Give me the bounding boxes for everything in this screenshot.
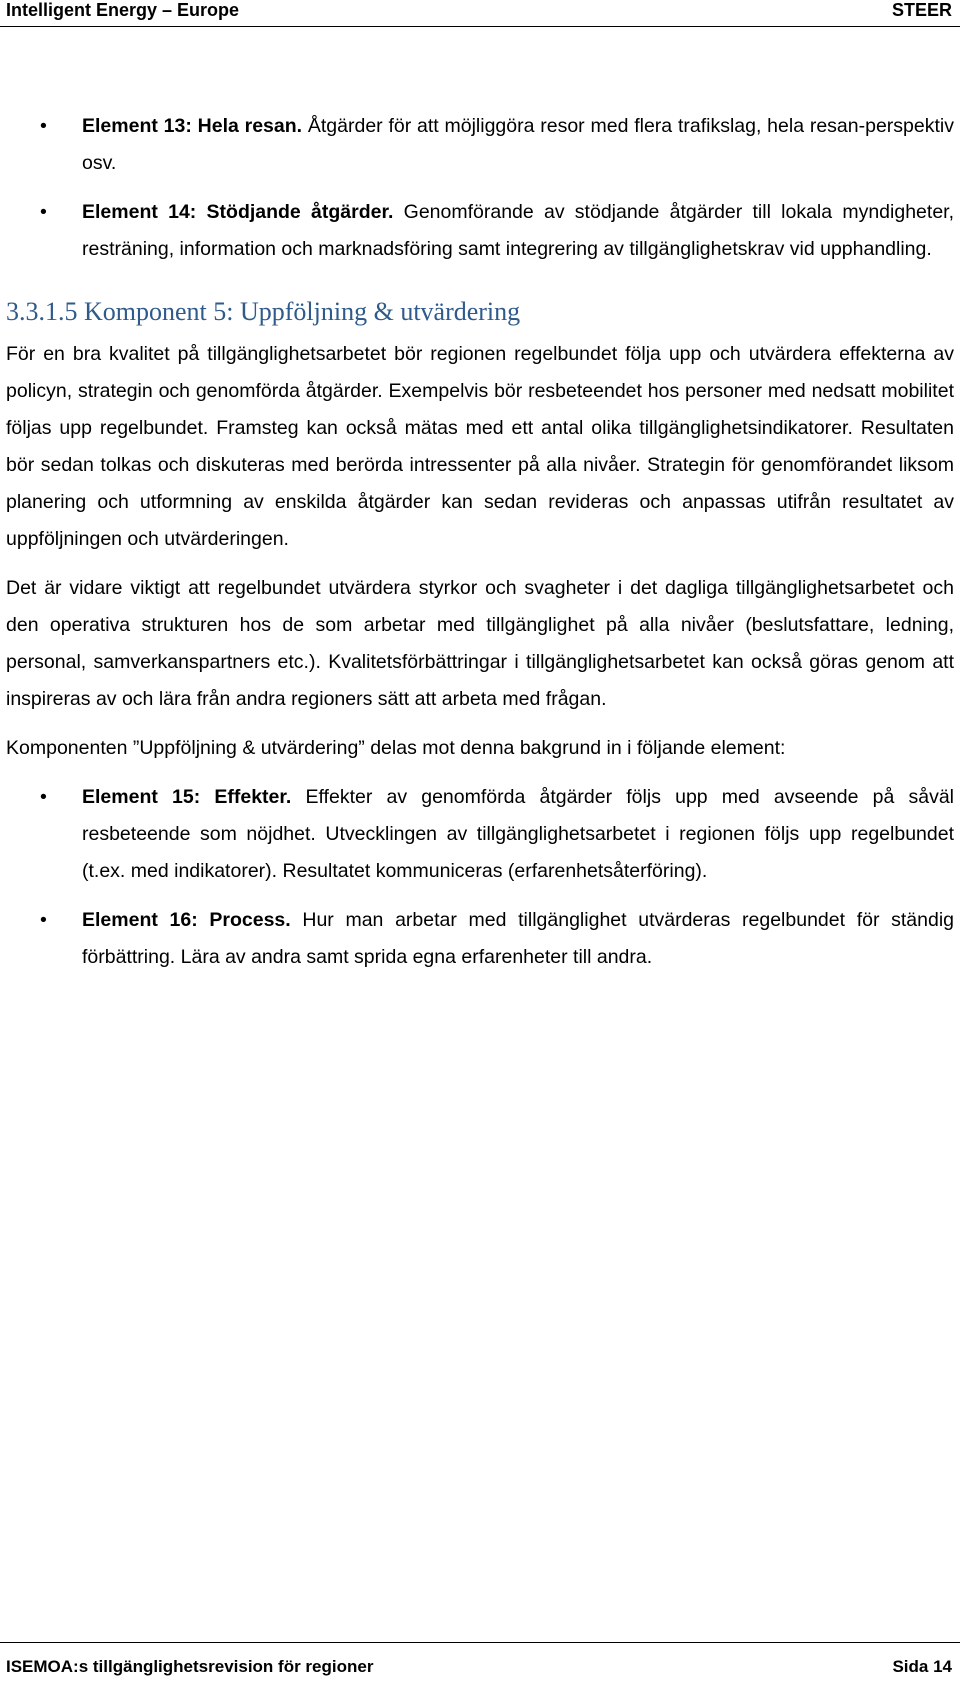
- header-project-name: Intelligent Energy – Europe: [6, 0, 240, 20]
- list-item-text: Åtgärder för att möjliggöra resor med flera trafikslag, hela resan-perspektiv osv.: [82, 115, 954, 174]
- list-item-title: Element 16: Process.: [82, 909, 291, 931]
- header-organization: STEER: [891, 0, 952, 20]
- bullet-icon: •: [40, 115, 47, 137]
- list-item-text: Effekter av genomförda åtgärder följs upp med avseende på såväl resbeteende som nöjdhet. Utvecklingen av tillgänglighetsarbetet i regionen följs upp regelbundet (t.ex. med indikatorer). Resultatet kommuniceras (erfarenhetsåterföring).: [82, 786, 954, 882]
- list-item-text: Hur man arbetar med tillgänglighet utvärderas regelbundet för ständig förbättring. Lära av andra samt sprida egna erfarenheter till andra.: [82, 909, 955, 968]
- list-item-title: Element 15: Effekter.: [82, 786, 292, 808]
- bullet-icon: •: [40, 201, 47, 223]
- paragraph: För en bra kvalitet på tillgänglighetsarbetet bör regionen regelbundet följa upp och utvärdera effekterna av policyn, strategin och genomförda åtgärder. Exempelvis bör resbeteendet hos personer med nedsatt mobilitet följas upp regelbundet. Framsteg kan också mätas med ett antal olika tillgänglighetsindikatorer. Resultaten bör sedan tolkas och diskuteras med berörda intressenter på alla nivåer. Strategin för genomförandet liksom planering och utformning av enskilda åtgärder kan sedan revideras och anpassas utifrån resultatet av uppföljningen och utvärderingen.: [6, 343, 954, 550]
- page-number: Sida 14: [892, 1657, 952, 1676]
- list-item: [6, 779, 954, 890]
- page-header: [0, 0, 960, 27]
- element-list-bottom: [6, 779, 954, 976]
- list-item-text: Genomförande av stödjande åtgärder till lokala myndigheter, resträning, information och marknadsföring samt integrering av tillgänglighetskrav vid upphandling.: [82, 201, 954, 260]
- list-item: [6, 194, 954, 268]
- page-footer: [0, 1642, 960, 1676]
- bullet-icon: •: [40, 909, 47, 931]
- list-item: [6, 108, 954, 182]
- page-content: [6, 108, 954, 976]
- paragraph: Det är vidare viktigt att regelbundet utvärdera styrkor och svagheter i det dagliga tillgänglighetsarbetet och den operativa strukturen hos de som arbetar med tillgänglighet på alla nivåer (beslutsfattare, ledning, personal, samverkanspartners etc.). Kvalitetsförbättringar i tillgänglighetsarbetet kan också göras genom att inspireras av och lära från andra regioners sätt att arbeta med frågan.: [6, 577, 954, 710]
- paragraph: Komponenten ”Uppföljning & utvärdering” delas mot denna bakgrund in i följande element:: [6, 737, 786, 759]
- list-item: [6, 902, 954, 976]
- section-heading: 3.3.1.5 Komponent 5: Uppföljning & utvärdering: [6, 297, 521, 326]
- footer-document-title: ISEMOA:s tillgänglighetsrevision för regioner: [6, 1657, 374, 1676]
- element-list-top: [6, 108, 954, 268]
- bullet-icon: •: [40, 786, 47, 808]
- list-item-title: Element 13: Hela resan.: [82, 115, 303, 137]
- list-item-title: Element 14: Stödjande åtgärder.: [82, 201, 394, 223]
